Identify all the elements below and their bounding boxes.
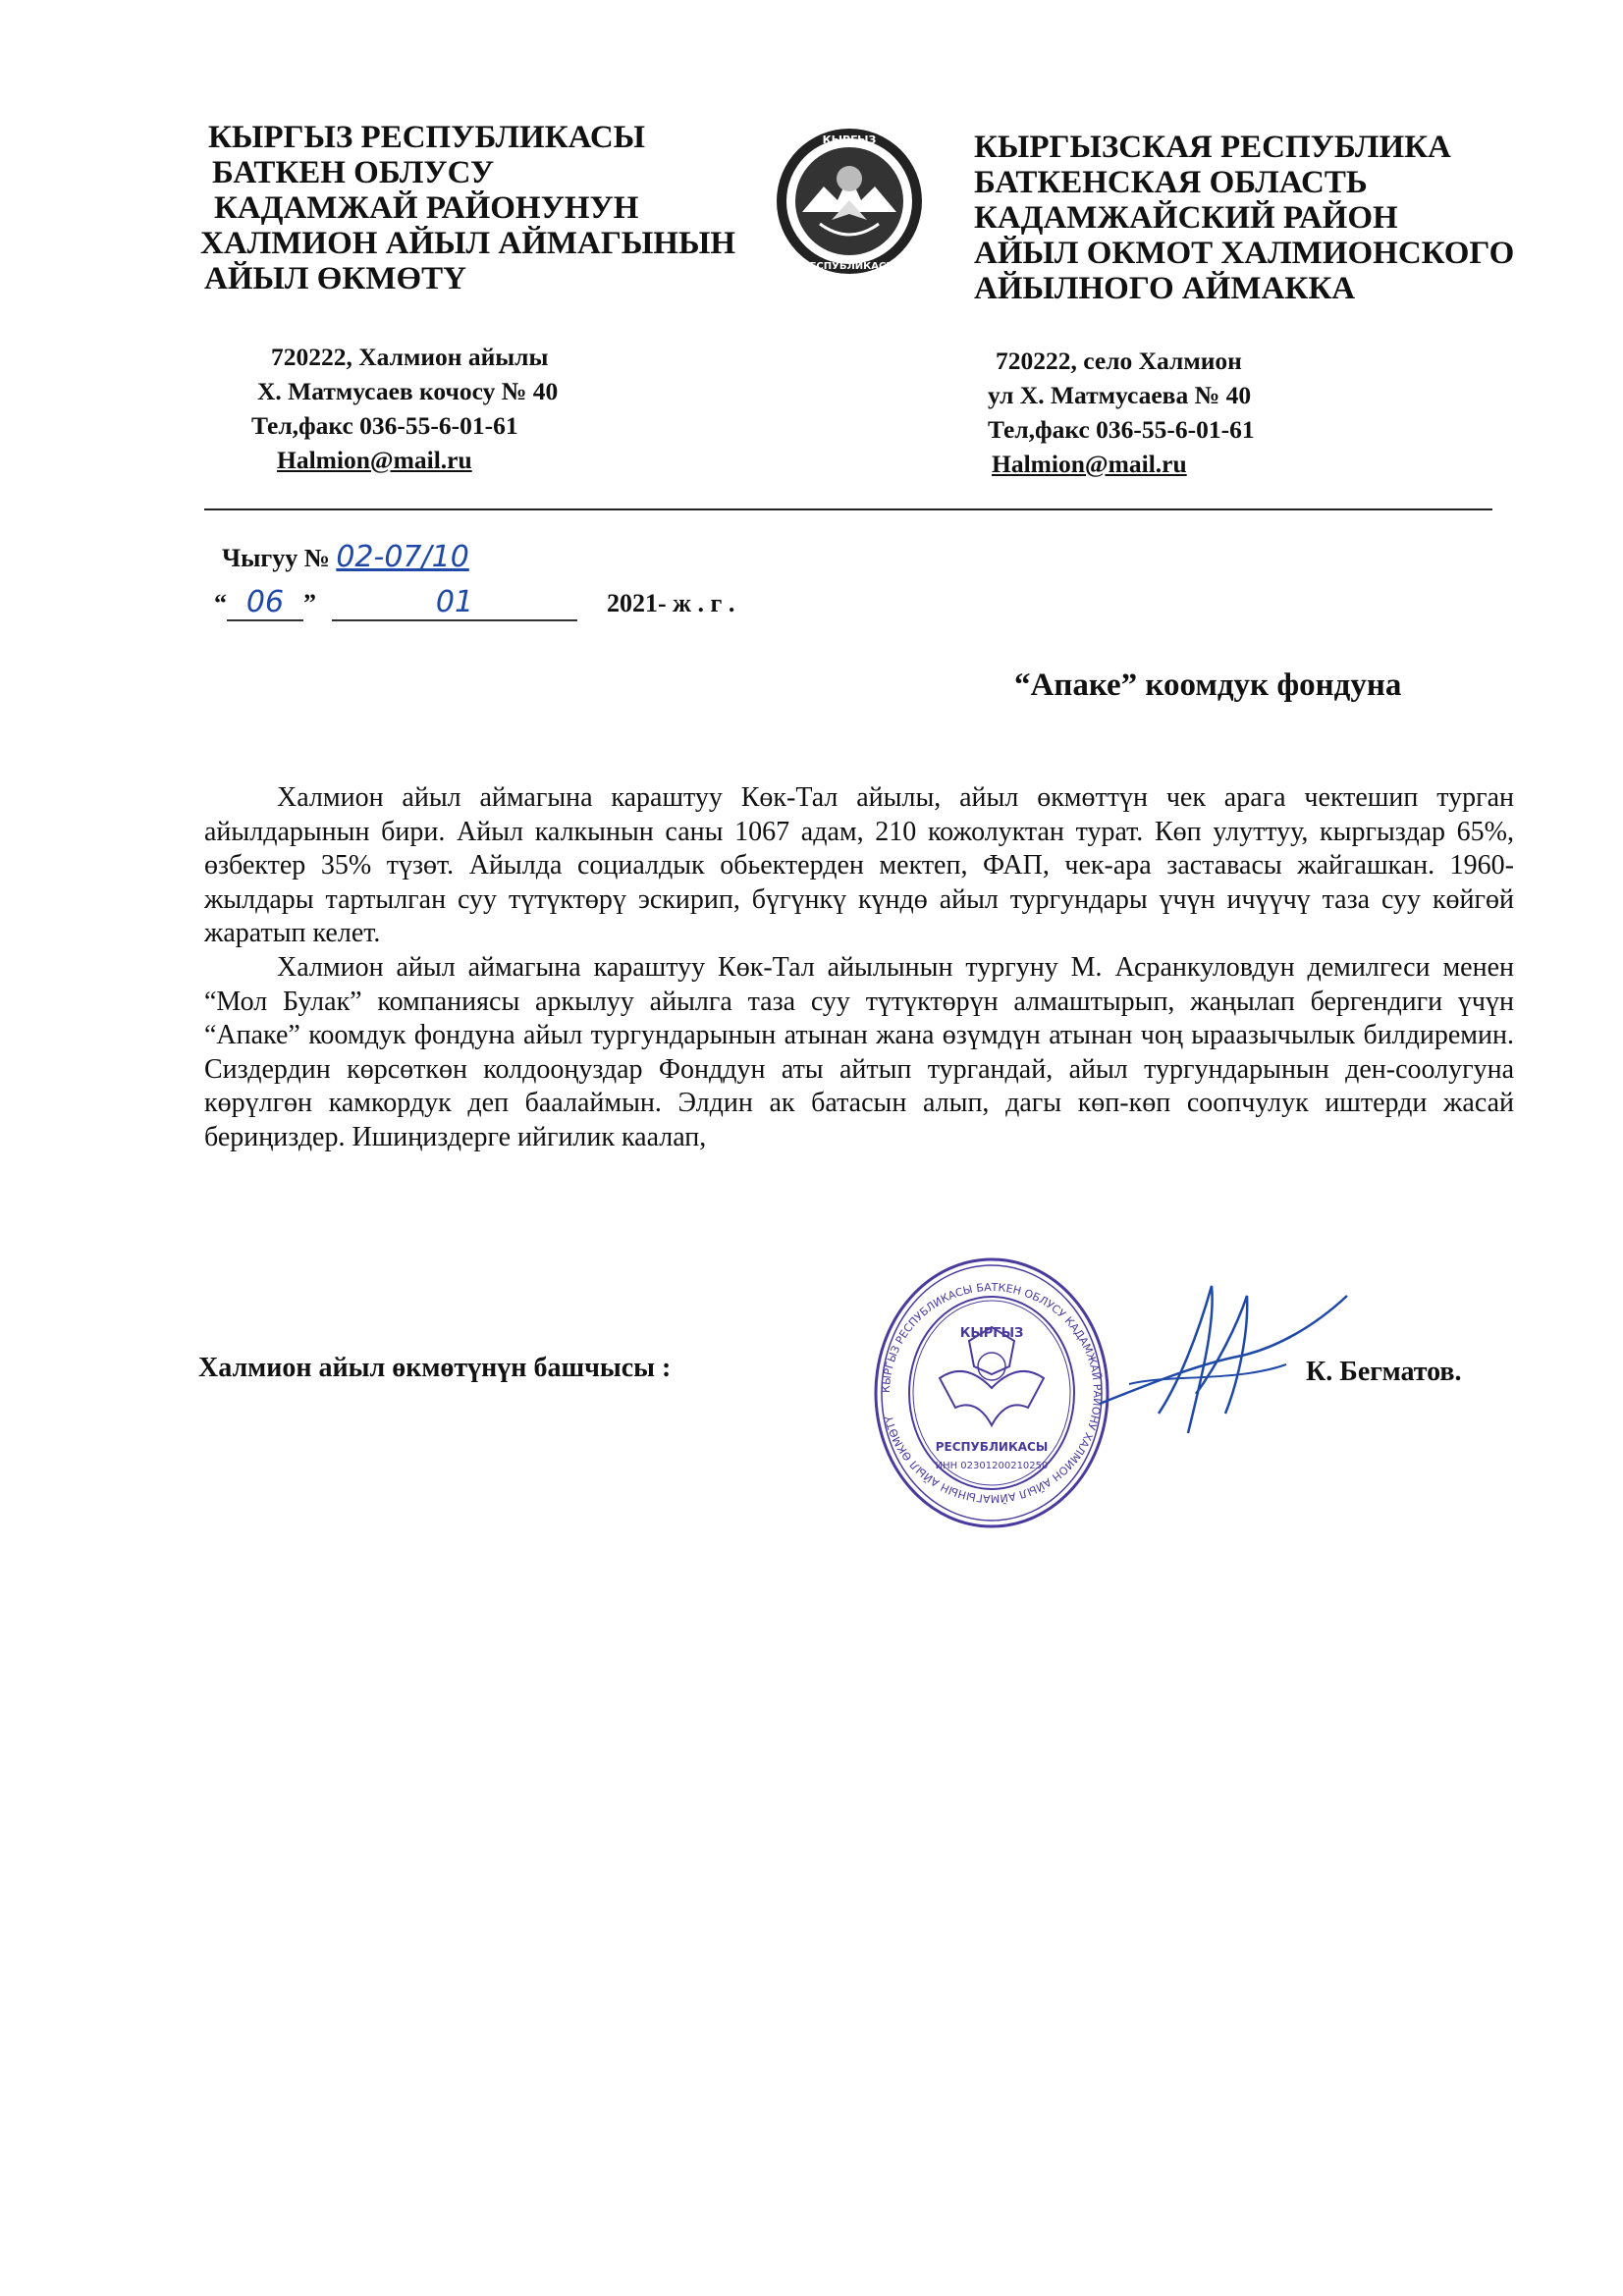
letterhead-left-line-1: КЫРГЫЗ РЕСПУБЛИКАСЫ bbox=[208, 120, 646, 155]
letterhead-right-line-4: АЙЫЛ ОКМОТ ХАЛМИОНСКОГО bbox=[974, 236, 1515, 271]
letterhead-left-line-5: АЙЫЛ ӨКМӨТҮ bbox=[204, 261, 466, 296]
emblem-top-text: КЫРГЫЗ bbox=[822, 133, 877, 146]
address-left bbox=[251, 340, 559, 477]
address-left-email: Halmion@mail.ru bbox=[277, 446, 472, 474]
outgoing-number-value: 02-07/10 bbox=[336, 540, 469, 574]
date-quote-close: ” bbox=[303, 589, 316, 617]
letter-body bbox=[204, 781, 1514, 1155]
date-year: 2021- ж . г . bbox=[607, 589, 735, 617]
letterhead-right-line-5: АЙЫЛНОГО АЙМАККА bbox=[974, 271, 1356, 306]
letterhead-left bbox=[200, 120, 736, 296]
letterhead-left-line-2: БАТКЕН ОБЛУСУ bbox=[212, 155, 495, 190]
addressee: “Апаке” коомдук фондуна bbox=[1014, 667, 1402, 703]
stamp-center-bottom-text: РЕСПУБЛИКАСЫ bbox=[935, 1440, 1049, 1454]
stamp-ring-text: КЫРГЫЗ РЕСПУБЛИКАСЫ БАТКЕН ОБЛУСУ КАДАМЖАЙ РАЙОНУ ХАЛМИОН АЙЫЛ АЙМАГЫНЫН АЙЫЛ ӨКМӨТҮ bbox=[879, 1280, 1105, 1506]
letterhead-divider bbox=[204, 508, 1492, 510]
outgoing-number bbox=[222, 540, 469, 574]
letterhead-left-line-3: КАДАМЖАЙ РАЙОНУНУН bbox=[214, 190, 639, 226]
signatory-title: Халмион айыл өкмөтүнүн башчысы : bbox=[198, 1353, 672, 1383]
date-day: 06 bbox=[245, 585, 285, 619]
letterhead-left-line-4: ХАЛМИОН АЙЫЛ АЙМАГЫНЫН bbox=[200, 226, 736, 261]
outgoing-date bbox=[214, 585, 734, 621]
letterhead-right-line-2: БАТКЕНСКАЯ ОБЛАСТЬ bbox=[974, 165, 1368, 200]
letterhead-right bbox=[974, 130, 1514, 306]
address-right-phone: Тел,факс 036-55-6-01-61 bbox=[988, 415, 1255, 444]
address-right bbox=[988, 344, 1255, 481]
letterhead-right-line-3: КАДАМЖАЙСКИЙ РАЙОН bbox=[974, 200, 1398, 236]
coat-of-arms-emblem bbox=[771, 118, 928, 285]
date-month: 01 bbox=[435, 585, 474, 619]
stamp-center-top-text: КЫРГЫЗ bbox=[959, 1326, 1024, 1341]
address-right-email: Halmion@mail.ru bbox=[992, 450, 1187, 478]
official-stamp bbox=[869, 1251, 1114, 1535]
stamp-inn-text: ИНН 02301200210250 bbox=[935, 1461, 1049, 1471]
body-paragraph-2: Халмион айыл аймагына караштуу Көк-Тал айылынын тургуну М. Асранкуловдун демилгеси менен “Мол Булак” компаниясы аркылуу айылга таза суу түтүктөрүн алмаштырып, жаңылап бергендиги үчүн “Апаке” коомдук фондуна айыл тургундарынын атынан жана өзүмдүн атынан чоң ыраазычылык билдиремин. Сиздердин көрсөткөн колдооңуздар Фонддун аты айтып тургандай, айыл тургундарынын ден-соолугуна көрүлгөн камкордук деп баалаймын. Элдин ак батасын алып, дагы көп-көп соопчулук иштерди жасай бериңиздер. Ишиңиздерге ийгилик каалап, bbox=[204, 951, 1514, 1152]
outgoing-number-label: Чыгуу № bbox=[222, 544, 330, 572]
emblem-bottom-text: РЕСПУБЛИКАСЫ bbox=[802, 261, 896, 272]
letterhead-right-line-1: КЫРГЫЗСКАЯ РЕСПУБЛИКА bbox=[974, 130, 1451, 165]
body-paragraph-1: Халмион айыл аймагына караштуу Көк-Тал айылы, айыл өкмөттүн чек арага чектешип турган айылдарынын бири. Айыл калкынын саны 1067 адам, 210 кожолуктан турат. Көп улуттуу, кыргыздар 65%, өзбектер 35% түзөт. Айылда социалдык обьектерден мектеп, ФАП, чек-ара заставасы жайгашкан. 1960-жылдары тартылган суу түтүктөрү эскирип, бүгүнкү күндө айыл тургундары үчүн ичүүчү таза суу көйгөй жаратып келет. bbox=[204, 782, 1514, 949]
address-right-street: ул Х. Матмусаева № 40 bbox=[988, 381, 1252, 409]
signatory-name: К. Бегматов. bbox=[1306, 1357, 1462, 1387]
date-quote-open: “ bbox=[214, 589, 227, 617]
address-left-postal: 720222, Халмион айылы bbox=[271, 343, 549, 371]
address-left-street: Х. Матмусаев кочосу № 40 bbox=[257, 377, 559, 405]
address-right-postal: 720222, село Халмион bbox=[996, 347, 1242, 375]
address-left-phone: Тел,факс 036-55-6-01-61 bbox=[251, 411, 518, 440]
handwritten-signature bbox=[1090, 1266, 1355, 1443]
